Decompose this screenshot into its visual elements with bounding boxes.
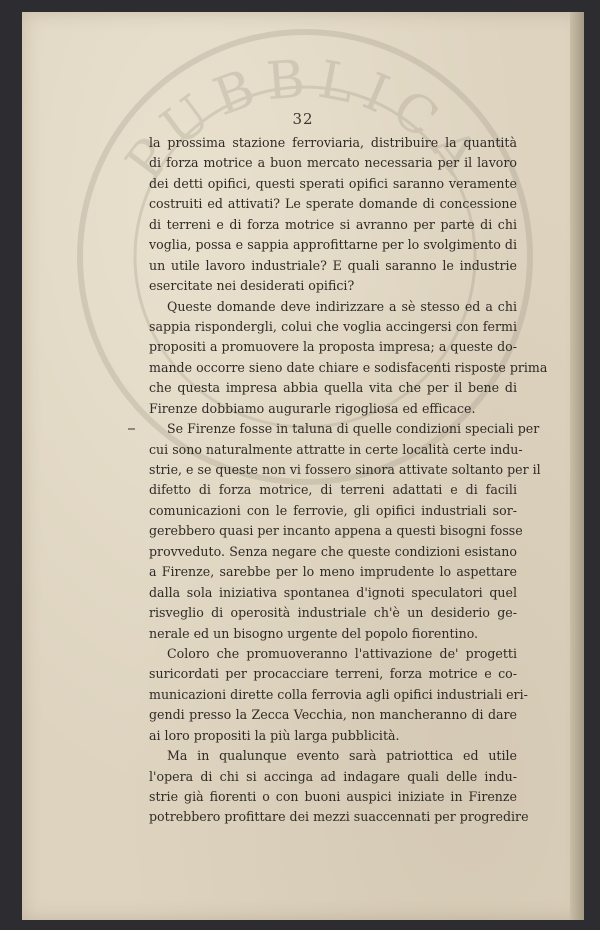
text-line: gerebbero quasi per incanto appena a questi bisogni fosse xyxy=(149,523,523,539)
text-line: voglia, possa e sappia approfittarne per lo svolgimento di xyxy=(149,237,517,253)
text-line: cui sono naturalmente attratte in certe località certe indu- xyxy=(149,441,523,457)
text-line: strie, e se queste non vi fossero sinora attivate soltanto per il xyxy=(149,462,541,477)
text-line: costruiti ed attivati? Le sperate domande di concessione xyxy=(149,196,517,212)
text-line: la prossima stazione ferroviaria, distribuire la quantità xyxy=(149,135,517,150)
body-text xyxy=(149,133,548,828)
text-line: provveduto. Senza negare che queste condizioni esistano xyxy=(149,543,517,559)
text-line: Coloro che promuoveranno l'attivazione de' progetti xyxy=(167,645,517,661)
text-line: sappia rispondergli, colui che voglia accingersi con fermi xyxy=(149,318,517,334)
text-line: esercitate nei desiderati opifici? xyxy=(149,278,355,294)
text-line: l'opera di chi si accinga ad indagare quali delle indu- xyxy=(149,768,517,784)
text-line: che questa impresa abbia quella vita che per il bene di xyxy=(149,380,517,396)
text-line: Firenze dobbiamo augurarle rigogliosa ed efficace. xyxy=(149,400,476,416)
stamp-text: PUBBLICA xyxy=(114,48,496,192)
text-line: comunicazioni con le ferrovie, gli opifici industriali sor- xyxy=(149,502,517,518)
text-line: mande occorre sieno date chiare e sodisfacenti risposte prima xyxy=(149,359,548,375)
text-line: risveglio di operosità industriale ch'è un desiderio ge- xyxy=(149,605,517,621)
text-line: municazioni dirette colla ferrovia agli opifici industriali eri- xyxy=(149,686,528,702)
text-line: propositi a promuovere la proposta impresa; a queste do- xyxy=(149,339,517,355)
text-line: di forza motrice a buon mercato necessaria per il lavoro xyxy=(149,155,517,171)
text-line: Ma in qualunque evento sarà patriottica ed utile xyxy=(167,748,517,764)
text-line: dalla sola iniziativa spontanea d'ignoti speculatori quel xyxy=(149,584,517,600)
text-line: un utile lavoro industriale? E quali saranno le industrie xyxy=(149,257,517,273)
text-line: di terreni e di forza motrice si avranno per parte di chi xyxy=(149,216,517,232)
margin-pencil-mark xyxy=(128,428,135,430)
text-line: difetto di forza motrice, di terreni adattati e di facili xyxy=(149,482,517,498)
page-number: 32 xyxy=(292,110,314,128)
text-line: dei detti opifici, questi sperati opifici saranno veramente xyxy=(149,175,517,191)
book-page xyxy=(22,12,584,920)
page-edge xyxy=(570,12,584,920)
text-line: strie già fiorenti o con buoni auspici iniziate in Firenze xyxy=(149,789,517,804)
text-line: ai loro propositi la più larga pubblicità. xyxy=(149,727,400,743)
text-line: potrebbero profittare dei mezzi suaccennati per progredire xyxy=(149,809,529,825)
text-line: a Firenze, sarebbe per lo meno imprudente lo aspettare xyxy=(149,564,517,580)
text-line: gendi presso la Zecca Vecchia, non mancheranno di dare xyxy=(149,707,517,723)
text-line: Se Firenze fosse in taluna di quelle condizioni speciali per xyxy=(167,421,540,437)
text-line: nerale ed un bisogno urgente del popolo fiorentino. xyxy=(149,625,479,641)
text-line: Queste domande deve indirizzare a sè stesso ed a chi xyxy=(167,298,517,314)
text-line: suricordati per procacciare terreni, forza motrice e co- xyxy=(149,666,517,682)
